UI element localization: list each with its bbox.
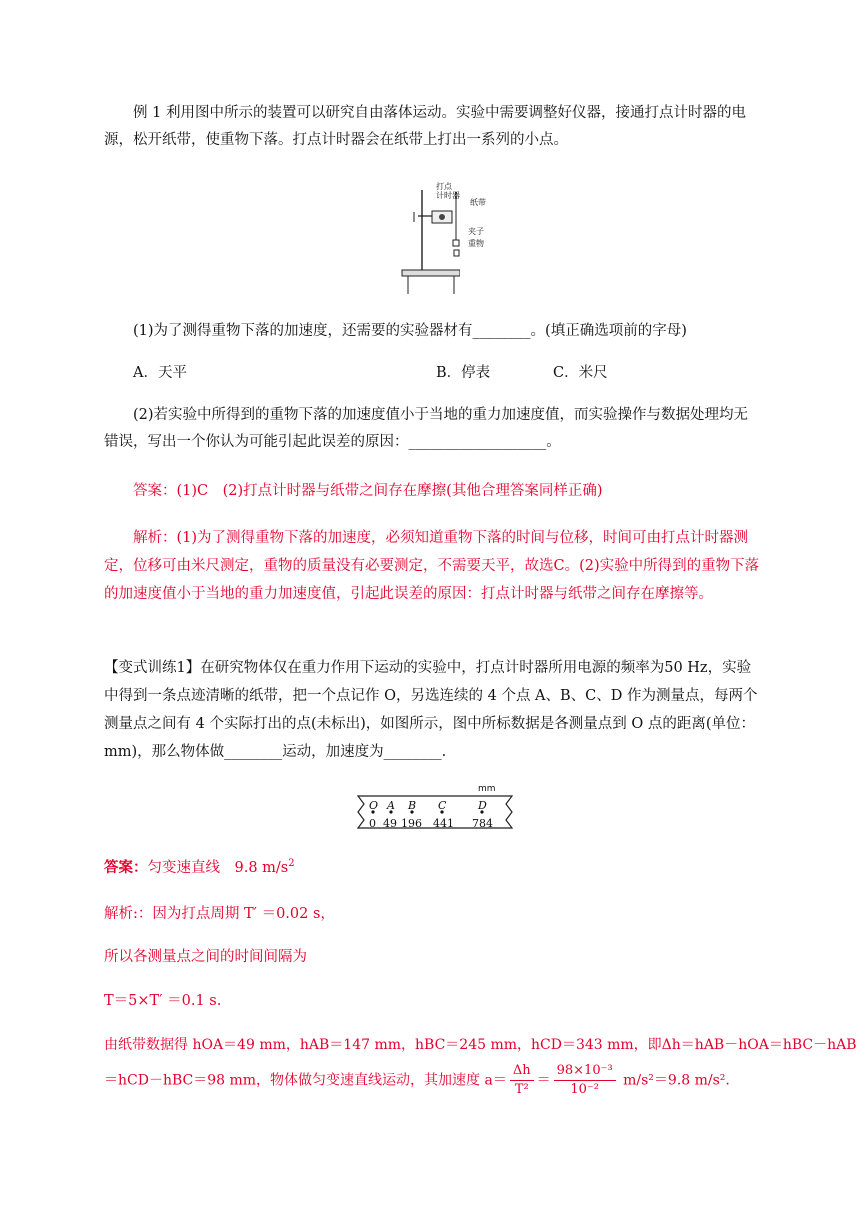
tape-value-o: 0 <box>369 817 376 830</box>
question1-text: (1)为了测得重物下落的加速度，还需要的实验器材有________。(填正确选项前的字母) <box>133 323 687 339</box>
fraction-delta-h-num: Δh <box>510 1062 534 1081</box>
option-a: A．天平 <box>133 365 187 381</box>
fraction-delta-h-den: T² <box>514 1082 529 1097</box>
analysis2-line4: 由纸带数据得 hOA＝49 mm，hAB＝147 mm，hBC＝245 mm，hCD＝343 mm，即Δh＝hAB－hOA＝hBC－hAB <box>104 1037 857 1053</box>
analysis2-line5-post: m/s²＝9.8 m/s². <box>618 1072 730 1089</box>
variant1-text: 【变式训练1】在研究物体仅在重力作用下运动的实验中，打点计时器所用电源的频率为50 Hz，实验中得到一条点迹清晰的纸带，把一个点记作 O，另选连续的 4 个点 A、B、C、D 作为测量点，每两个测量点之间有 4 个实际打出的点(未标出)，如图所示，图中所标数据是各测量点到 O 点的距离(单位：mm)，那么物体做________运动，加速度为________. <box>104 660 758 760</box>
analysis2-line5: ＝hCD－hBC＝98 mm，物体做匀变速直线运动，其加速度 a＝ $\frac{\Delta h}{\text{T²}}$ ＝ $\frac{\text{98×10⁻³}}{\text{10⁻²}}$ m/s²＝9.8 m/s². <box>104 1063 730 1097</box>
fraction-value <box>554 1062 616 1099</box>
analysis1-text: 解析：(1)为了测得重物下落的加速度，必须知道重物下落的时间与位移，时间可由打点计时器测定，位移可由米尺测定，重物的质量没有必要测定，不需要天平，故选C。(2)实验中所得到的重物下落的加速度值小于当地的重力加速度值，引起此误差的原因：打点计时器与纸带之间存在摩擦等。 <box>104 530 760 602</box>
fraction-delta-h <box>510 1062 534 1099</box>
answer2-line <box>104 857 295 879</box>
analysis2-line3: T＝5×T′ ＝0.1 s. <box>104 993 222 1009</box>
example1-text: 例 1 利用图中所示的装置可以研究自由落体运动。实验中需要调整好仪器，接通打点计时器的电源，松开纸带，使重物下落。打点计时器会在纸带上打出一系列的小点。 <box>104 105 746 148</box>
apparatus-label-weight: 重物 <box>468 239 484 248</box>
tape-value-b: 196 <box>401 817 422 830</box>
tape-point-d: D <box>478 799 487 812</box>
option-b: B．停表 <box>436 365 491 381</box>
tape-unit: mm <box>478 784 496 794</box>
fraction-value-num: 98×10⁻³ <box>554 1062 616 1081</box>
apparatus-label-timer: 打点 计时器 <box>436 182 460 200</box>
analysis2-line1: 解析:：因为打点周期 T′ ＝0.02 s， <box>104 906 335 922</box>
answer2-value: 匀变速直线 9.8 m/s <box>147 860 289 876</box>
answer2-sup: 2 <box>288 858 295 870</box>
answer2-label: 答案： <box>104 859 148 876</box>
question2-text: (2)若实验中所得到的重物下落的加速度值小于当地的重力加速度值，而实验操作与数据处理均无错误，写出一个你认为可能引起此误差的原因：___________________。 <box>104 407 749 450</box>
tape-point-o: O <box>369 799 379 812</box>
answer1-text: 答案：(1)C (2)打点计时器与纸带之间存在摩擦(其他合理答案同样正确) <box>133 483 603 499</box>
tape-point-a: A <box>387 799 395 812</box>
tape-value-a: 49 <box>383 817 397 830</box>
tape-value-d: 784 <box>472 817 493 830</box>
tape-point-c: C <box>438 799 447 812</box>
analysis2-line2: 所以各测量点之间的时间间隔为 <box>104 949 307 965</box>
apparatus-label-clip: 夹子 <box>468 227 484 236</box>
tape-value-c: 441 <box>433 817 454 830</box>
fraction-value-den: 10⁻² <box>570 1082 599 1097</box>
option-c: C．米尺 <box>553 365 608 381</box>
apparatus-label-tape: 纸带 <box>470 198 486 207</box>
tape-point-b: B <box>408 799 417 812</box>
analysis2-line5-pre: ＝hCD－hBC＝98 mm，物体做匀变速直线运动，其加速度 a＝ <box>104 1072 507 1089</box>
